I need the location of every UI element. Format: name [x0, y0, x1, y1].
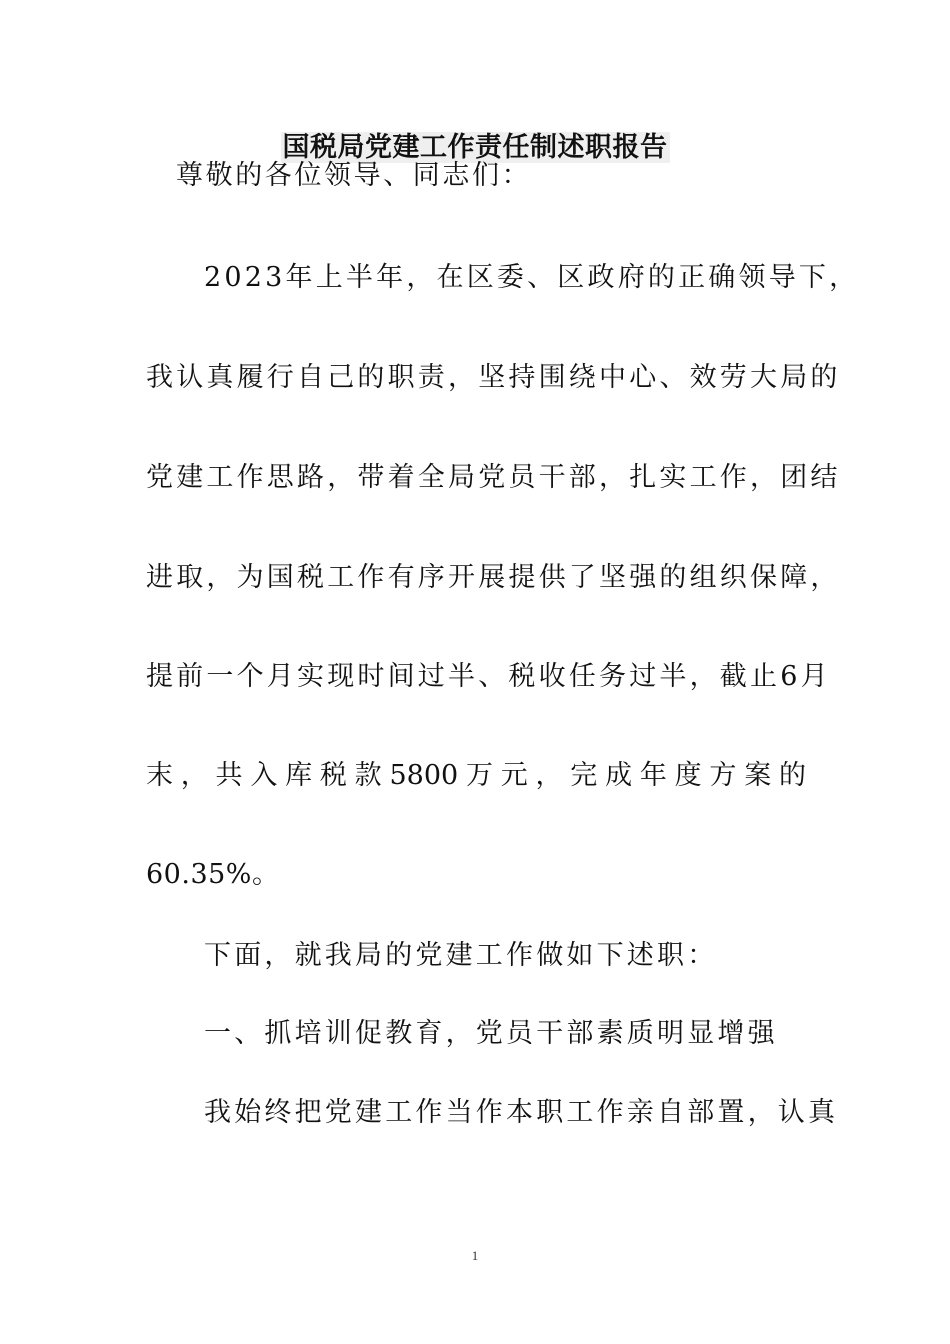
paragraph-line-7: 60.35%。	[146, 859, 280, 890]
document-title-text: 国税局党建工作责任制述职报告	[282, 132, 668, 163]
section-heading-1: 一、抓培训促教育，党员干部素质明显增强	[204, 1018, 778, 1049]
paragraph-line-5: 提前一个月实现时间过半、税收任务过半，截止6月	[146, 661, 831, 692]
paragraph-line-4: 进取，为国税工作有序开展提供了坚强的组织保障，	[146, 562, 841, 593]
paragraph-line-2: 我认真履行自己的职责，坚持围绕中心、效劳大局的	[146, 362, 841, 393]
salutation-line: 尊敬的各位领导、同志们：	[176, 160, 532, 191]
section-paragraph-line-1: 我始终把党建工作当作本职工作亲自部置，认真	[204, 1097, 839, 1128]
page-number: 1	[471, 1248, 479, 1263]
intro-line: 下面，就我局的党建工作做如下述职：	[204, 940, 718, 971]
paragraph-line-3: 党建工作思路，带着全局党员干部，扎实工作，团结	[146, 462, 841, 493]
paragraph-line-6: 末，共入库税款5800万元，完成年度方案的	[146, 760, 806, 791]
paragraph-line-1: 2023年上半年，在区委、区政府的正确领导下，	[204, 262, 860, 293]
